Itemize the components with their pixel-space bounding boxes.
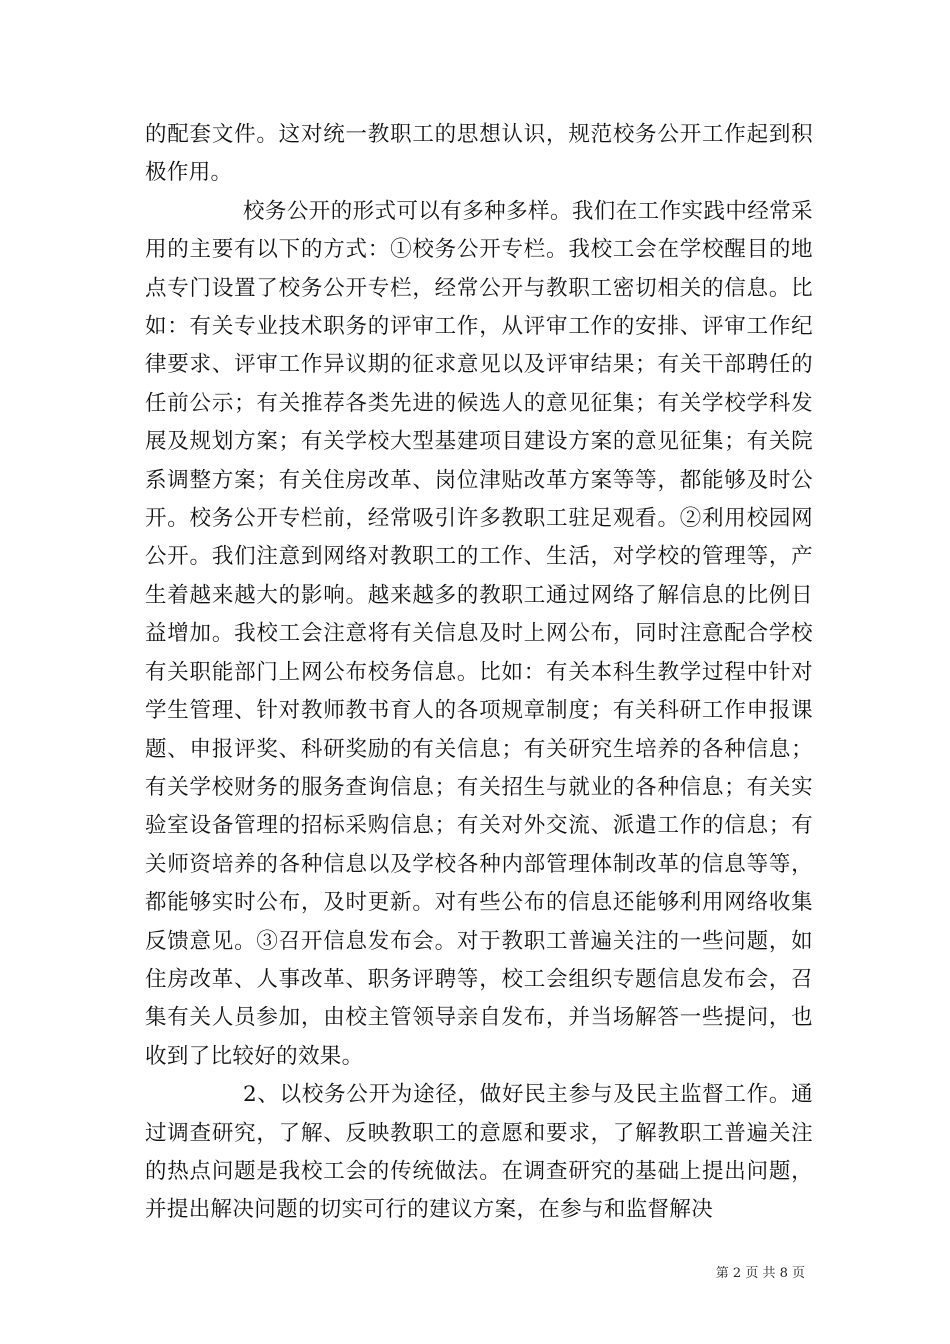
paragraph-democratic-participation: 2、以校务公开为途径，做好民主参与及民主监督工作。通过调查研究，了解、反映教职工的意愿和要求，了解教职工普遍关注的热点问题是我校工会的传统做法。在调查研究的基础上提出问题，并提出解决问题的切实可行的建议方案，在参与和监督解决 (145, 1082, 813, 1223)
page-number: 第 2 页 共 8 页 (715, 1266, 805, 1281)
paragraph-publicity-forms: 校务公开的形式可以有多种多样。我们在工作实践中经常采用的主要有以下的方式：①校务公开专栏。我校工会在学校醒目的地点专门设置了校务公开专栏，经常公开与教职工密切相关的信息。比如：有关专业技术职务的评审工作，从评审工作的安排、评审工作纪律要求、评审工作异议期的征求意见以及评审结果；有关干部聘任的任前公示；有关推荐各类先进的候选人的意见征集；有关学校学科发展及规划方案；有关学校大型基建项目建设方案的意见征集；有关院系调整方案；有关住房改革、岗位津贴改革方案等等，都能够及时公开。校务公开专栏前，经常吸引许多教职工驻足观看。②利用校园网公开。我们注意到网络对教职工的工作、生活，对学校的管理等，产生着越来越大的影响。越来越多的教职工通过网络了解信息的比例日益增加。我校工会注意将有关信息及时上网公布，同时注意配合学校有关职能部门上网公布校务信息。比如：有关本科生教学过程中针对学生管理、针对教师教书育人的各项规章制度；有关科研工作申报课题、申报评奖、科研奖励的有关信息；有关研究生培养的各种信息；有关学校财务的服务查询信息；有关招生与就业的各种信息；有关实验室设备管理的招标采购信息；有关对外交流、派遣工作的信息；有关师资培养的各种信息以及学校各种内部管理体制改革的信息等等，都能够实时公布，及时更新。对有些公布的信息还能够利用网络收集反馈意见。③召开信息发布会。对于教职工普遍关注的一些问题，如住房改革、人事改革、职务评聘等，校工会组织专题信息发布会，召集有关人员参加，由校主管领导亲自发布，并当场解答一些提问，也收到了比较好的效果。 (145, 198, 813, 1069)
document-body (145, 116, 813, 1230)
paragraph-continuation: 的配套文件。这对统一教职工的思想认识，规范校务公开工作起到积极作用。 (145, 122, 813, 186)
